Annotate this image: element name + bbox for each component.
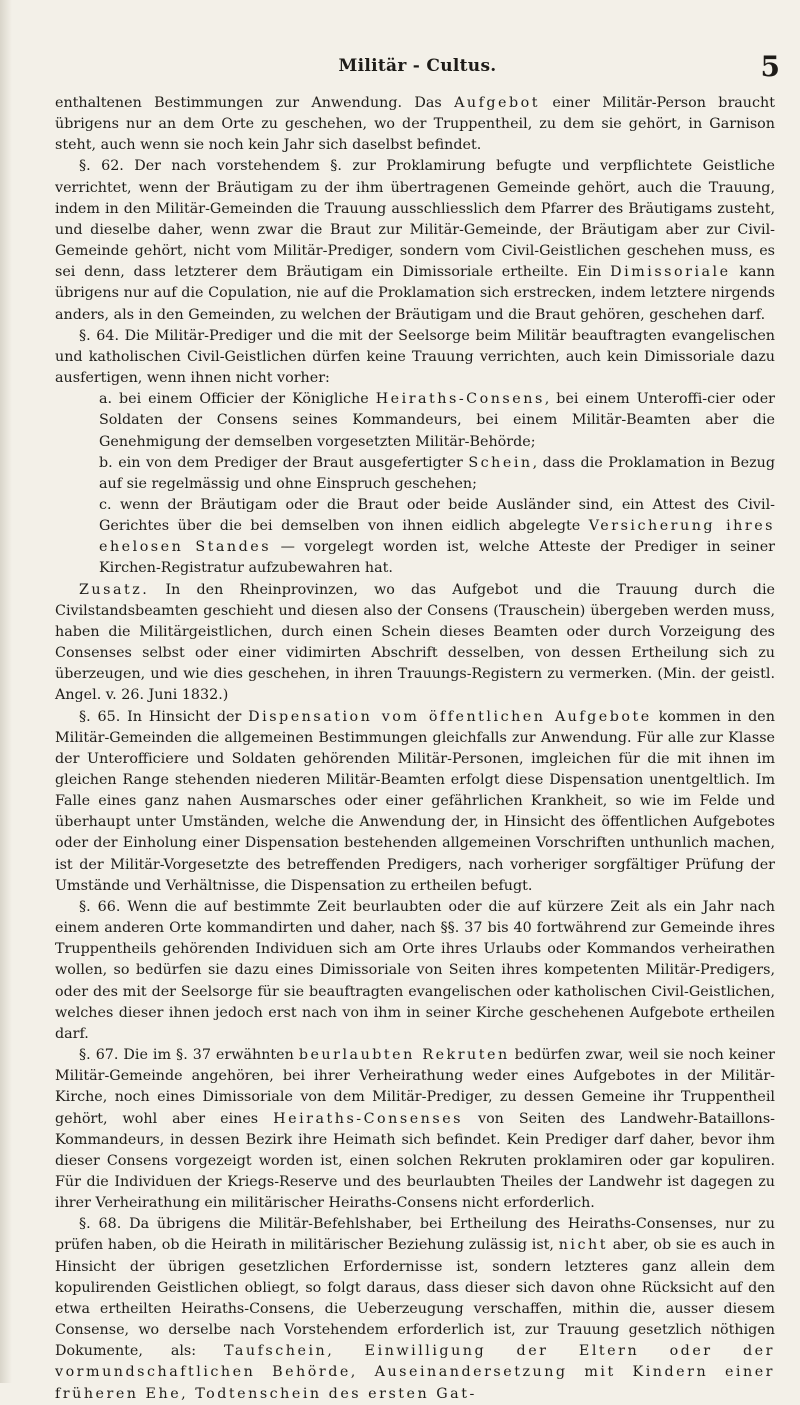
- emphasized-text: Taufschein, Einwilligung der Eltern oder der vormundschaftlichen Behörde, Auseinandersetzung mit Kindern einer früheren Ehe, Todtenschein des ersten Gat-: [55, 1343, 775, 1402]
- paragraph-p67: [55, 1045, 775, 1214]
- text-run: §. 66. Wenn die auf bestimmte Zeit beurlaubten oder die auf kürzere Zeit als ein Jahr nach einem anderen Orte kommandirten und daher, nach §§. 37 bis 40 fortwährend zur Gemeinde ihres Truppentheils gehörenden Individuen sich am Orte ihres Urlaubs oder Kommandos verheirathen wollen, so bedürfen sie dazu eines Dimissoriale von Seiten ihres kompetenten Militär-Predigers, oder des mit der Seelsorge für sie beauftragten evangelischen oder katholischen Civil-Geistlichen, welches dieser ihnen jedoch erst nach von ihm in seiner Kirche geschehenen Aufgebote ertheilen darf.: [55, 898, 775, 1042]
- paragraph-p62: [55, 156, 775, 325]
- text-run: §. 62. Der nach vorstehendem §. zur Proklamirung befugte und verpflichtete Geistliche verrichtet, wenn der Bräutigam zu der ihm übertragenen Gemeinde gehört, auch die Trauung, indem in den Militär-Gemeinden die Trauung ausschliesslich dem Pfarrer des Bräutigams zusteht, und dieselbe daher, wenn zwar die Braut zur Militär-Gemeinde, der Bräutigam aber zur Civil-Gemeinde gehört, nicht vom Militär-Prediger, sondern vom Civil-Geistlichen geschehen muss, es sei denn, dass letzterer dem Bräutigam ein Dimissoriale ertheilte. Ein: [55, 158, 775, 281]
- paragraph-p64: [55, 326, 775, 389]
- page-number: 5: [760, 50, 780, 83]
- text-run: a. bei einem Officier der Königliche: [99, 391, 376, 408]
- paragraph-pc: [55, 495, 775, 580]
- text-run: von Seiten des Landwehr-Bataillons-Kommandeurs, in dessen Bezirk ihre Heimath sich befindet. Kein Prediger darf daher, bevor ihm dieser Consens vorgezeigt worden ist, einen solchen Rekruten proklamiren oder gar kopuliren. Für die Individuen der Kriegs-Reserve und des beurlaubten Theiles der Landwehr ist dagegen zu ihrer Verheirathung ein militärischer Heiraths-Consens nicht erforderlich.: [55, 1110, 775, 1212]
- text-run: , dass die Proklamation in Bezug auf sie regelmässig und ohne Einspruch geschehen;: [99, 454, 775, 492]
- text-run: b. ein von dem Prediger der Braut ausgefertigter: [99, 454, 469, 471]
- emphasized-text: Zusatz.: [79, 581, 150, 598]
- text-run: enthaltenen Bestimmungen zur Anwendung. Das: [55, 95, 455, 111]
- page-gutter: [0, 0, 12, 1383]
- text-run: kommen in den Militär-Gemeinden die allgemeinen Bestimmungen gleichfalls zur Anwendung. Für alle zur Klasse der Unterofficiere und Soldaten gehörenden Militär-Personen, imgleichen für die mit ihnen im gleichen Range stehenden niederen Militär-Beamten erfolgt diese Dispensation unentgeltlich. Im Falle eines ganz nahen Ausmarsches oder einer gefährlichen Krankheit, so wie im Felde und überhaupt unter Umständen, welche die Anwendung der, in Hinsicht des öffentlichen Aufgebotes oder der Einholung einer Dispensation bestehenden allgemeinen Vorschriften unthunlich machen, ist der Militär-Vorgesetzte des betreffenden Predigers, nach vorheriger sorgfältiger Prüfung der Umstände und Verhältnisse, die Dispensation zu ertheilen befugt.: [55, 708, 775, 894]
- emphasized-text: Dispensation vom öffentlichen Aufgebote: [248, 708, 652, 725]
- text-run: , bei einem Unteroffi-cier oder Soldaten der Consens seines Kommandeurs, bei einem Militär-Beamten aber die Genehmigung der demselben vorgesetzten Militär-Behörde;: [99, 391, 775, 450]
- emphasized-text: Heiraths-Consenses: [273, 1110, 464, 1127]
- emphasized-text: Versicherung ihres ehelosen Standes: [99, 518, 775, 556]
- emphasized-text: beurlaubten Rekruten: [298, 1047, 510, 1064]
- emphasized-text: Dimissoriale: [610, 264, 731, 281]
- body-text: [55, 93, 775, 1405]
- emphasized-text: nicht: [558, 1237, 608, 1254]
- paragraph-p65: [55, 707, 775, 897]
- emphasized-text: Aufgebot: [454, 95, 541, 111]
- paragraph-p0: [55, 93, 775, 156]
- paragraph-p66: [55, 897, 775, 1045]
- text-run: §. 64. Die Militär-Prediger und die mit der Seelsorge beim Militär beauftragten evangelischen und katholischen Civil-Geistlichen dürfen keine Trauung verrichten, auch kein Dimissoriale dazu ausfertigen, wenn ihnen nicht vorher:: [55, 327, 775, 387]
- text-run: einer Militär-Person braucht übrigens nur an dem Orte zu geschehen, wo der Truppentheil, zu dem sie gehört, in Garnison steht, auch wenn sie noch kein Jahr sich daselbst befindet.: [55, 95, 775, 154]
- paragraph-p68: [55, 1214, 775, 1404]
- paragraph-pb: [55, 453, 775, 495]
- text-run: §. 68. Da übrigens die Militär-Befehlshaber, bei Ertheilung des Heiraths-Consenses, nur zu prüfen haben, ob die Heirath in militärischer Beziehung zulässig ist,: [55, 1216, 775, 1254]
- emphasized-text: Schein: [468, 454, 533, 471]
- text-run: §. 67. Die im §. 37 erwähnten: [79, 1047, 299, 1064]
- paragraph-pz: [55, 580, 775, 707]
- text-run: kann übrigens nur auf die Copulation, nie auf die Proklamation sich erstrecken, indem letztere nirgends anders, als in den Gemeinden, zu welchen der Bräutigam und die Braut gehören, geschehen darf.: [55, 264, 775, 323]
- running-title: Militär - Cultus.: [338, 56, 497, 76]
- text-run: c. wenn der Bräutigam oder die Braut oder beide Ausländer sind, ein Attest des Civil-Gerichtes über die bei demselben von ihnen eidlich abgelegte: [99, 496, 775, 535]
- text-run: — vorgelegt worden ist, welche Atteste der Prediger in seiner Kirchen-Registratur aufzubewahren hat.: [99, 539, 775, 577]
- paragraph-pa: [55, 389, 775, 452]
- emphasized-text: Heiraths-Consens: [375, 391, 545, 408]
- text-run: bedürfen zwar, weil sie noch keiner Militär-Gemeinde angehören, bei ihrer Verheirathung weder eines Aufgebotes in der Militär-Kirche, noch eines Dimissoriale von dem Militär-Prediger, zu dessen Gemeine ihr Truppentheil gehört, wohl aber eines: [55, 1047, 775, 1127]
- page-header: [55, 50, 780, 90]
- text-run: In den Rheinprovinzen, wo das Aufgebot und die Trauung durch die Civilstandsbeamten geschieht und diesen also der Consens (Trauschein) übergeben werden muss, haben die Militärgeistlichen, durch einen Schein dieses Beamten oder durch Vorzeigung des Consenses selbst oder einer vidimirten Abschrift desselben, von dessen Ertheilung sich zu überzeugen, und wie dies geschehen, in ihren Trauungs-Registern zu vermerken. (Min. der geistl. Angel. v. 26. Juni 1832.): [55, 581, 775, 704]
- text-run: aber, ob sie es auch in Hinsicht der übrigen gesetzlichen Erfordernisse ist, sondern letzteres ganz allein dem kopulirenden Geistlichen obliegt, so folgt daraus, dass dieser sich davon ohne Rücksicht auf den etwa ertheilten Heiraths-Consens, die Ueberzeugung verschaffen, mithin die, ausser diesem Consense, wo derselbe nach Vorstehendem erforderlich ist, zur Trauung gesetzlich nöthigen Dokumente, als:: [55, 1237, 775, 1360]
- text-run: §. 65. In Hinsicht der: [79, 708, 249, 725]
